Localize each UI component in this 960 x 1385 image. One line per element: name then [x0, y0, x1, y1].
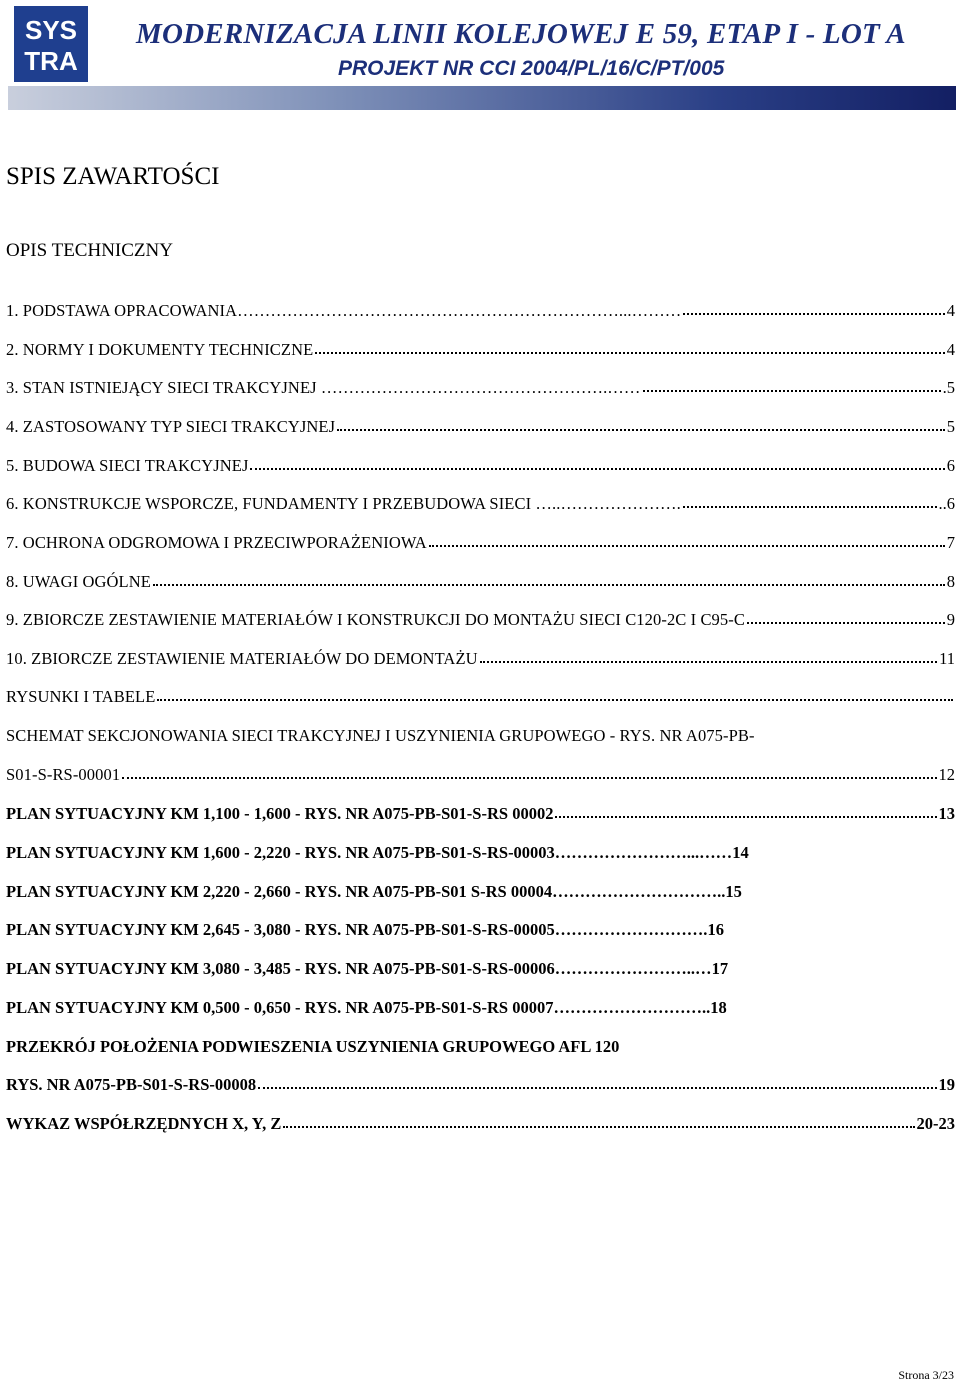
toc-dot-leader [555, 815, 936, 818]
toc-entry-page: 9 [946, 610, 955, 629]
toc-entry[interactable] [6, 1033, 955, 1057]
toc-entry-page: 4 [946, 340, 955, 359]
project-number: PROJEKT NR CCI 2004/PL/16/C/PT/005 [338, 57, 725, 80]
toc-entry-label: SCHEMAT SEKCJONOWANIA SIECI TRAKCYJNEJ I USZYNIENIA GRUPOWEGO - RYS. NR A075-PB- [6, 726, 755, 745]
toc-entry-label: 7. OCHRONA ODGROMOWA I PRZECIWPORAŻENIOWA [6, 533, 427, 552]
toc-entry-label: RYSUNKI I TABELE [6, 687, 156, 706]
toc-entry-page: 5 [946, 417, 955, 436]
toc-entry-page: 13 [938, 804, 955, 823]
toc-entry-page: ..6 [938, 494, 955, 513]
toc-entry-page: 18 [710, 998, 727, 1017]
toc-entry-label: 1. PODSTAWA OPRACOWANIA……………………………………………………………...……… [6, 301, 682, 320]
toc-dot-leader [258, 1086, 936, 1089]
page-number: Strona 3/23 [898, 1368, 954, 1382]
toc-dot-leader [153, 583, 945, 586]
toc-entry[interactable] [6, 413, 955, 437]
toc-entry-label: 2. NORMY I DOKUMENTY TECHNICZNE [6, 340, 314, 359]
toc-entry-page: 17 [711, 959, 729, 978]
toc-entry-label: RYS. NR A075-PB-S01-S-RS-00008 [6, 1075, 257, 1094]
toc-entry-label: 5. BUDOWA SIECI TRAKCYJNEJ [6, 456, 249, 475]
toc-entry-label: PLAN SYTUACYJNY KM 1,100 - 1,600 - RYS. NR A075-PB-S01-S-RS 00002 [6, 804, 554, 823]
toc-entry-label: PRZEKRÓJ POŁOŻENIA PODWIESZENIA USZYNIENIA GRUPOWEGO AFL 120 [6, 1037, 620, 1056]
toc-entry[interactable] [6, 1071, 955, 1095]
toc-entry[interactable] [6, 529, 955, 553]
svg-text:TRA: TRA [24, 46, 78, 76]
toc-entry-label: S01-S-RS-00001 [6, 765, 121, 784]
toc-dot-leader [683, 505, 937, 508]
toc-entry-page: 7 [946, 533, 955, 552]
toc-entry-label: 3. STAN ISTNIEJĄCY SIECI TRAKCYJNEJ …………………………………………….…… [6, 378, 641, 397]
toc-entry[interactable] [6, 606, 955, 630]
toc-entry-page: 6 [946, 456, 955, 475]
header-gradient-bar [8, 86, 956, 110]
toc-entry[interactable] [6, 955, 955, 979]
toc-entry[interactable] [6, 916, 955, 940]
toc-entry[interactable] [6, 374, 955, 398]
page-header [0, 0, 960, 112]
toc-entry-page: .5 [942, 378, 955, 397]
toc-dot-leader [747, 621, 945, 624]
toc-entry-page: 14 [732, 843, 749, 862]
toc-dot-leader [337, 428, 945, 431]
toc-entry-label: PLAN SYTUACYJNY KM 0,500 - 0,650 - RYS. NR A075-PB-S01-S-RS 00007……………………….. [6, 998, 711, 1017]
toc-dot-leader [157, 698, 953, 701]
toc-entry[interactable] [6, 568, 955, 592]
toc-entry[interactable] [6, 683, 955, 707]
toc-entry-label: 10. ZBIORCZE ZESTAWIENIE MATERIAŁÓW DO DEMONTAŻU [6, 649, 478, 668]
toc-entry-page: 8 [946, 572, 955, 591]
toc-dot-leader [283, 1125, 914, 1128]
toc-entry-label: 8. UWAGI OGÓLNE [6, 572, 151, 591]
document-title: SPIS ZAWARTOŚCI [6, 163, 220, 190]
toc-entry[interactable] [6, 839, 955, 863]
toc-entry-page: 12 [938, 765, 955, 784]
toc-entry[interactable] [6, 645, 955, 669]
toc-entry[interactable] [6, 722, 955, 746]
toc-entry-page: 11 [939, 649, 955, 668]
toc-dot-leader [643, 389, 941, 392]
toc-entry-label: 6. KONSTRUKCJE WSPORCZE, FUNDAMENTY I PRZEBUDOWA SIECI …..…………………. [6, 494, 681, 513]
section-title: OPIS TECHNICZNY [6, 240, 173, 261]
toc-entry[interactable] [6, 878, 955, 902]
toc-dot-leader [683, 312, 944, 315]
toc-entry-page: 15 [725, 882, 742, 901]
toc-dot-leader [122, 776, 936, 779]
toc-entry-label: PLAN SYTUACYJNY KM 1,600 - 2,220 - RYS. NR A075-PB-S01-S-RS-00003……………………...…… [6, 843, 733, 862]
toc-entry-label: PLAN SYTUACYJNY KM 3,080 - 3,485 - RYS. NR A075-PB-S01-S-RS-00006……………………..… [6, 959, 712, 978]
toc-dot-leader [429, 544, 945, 547]
toc-entry[interactable] [6, 800, 955, 824]
toc-entry-label: PLAN SYTUACYJNY KM 2,645 - 3,080 - RYS. NR A075-PB-S01-S-RS-00005………………………. [6, 920, 708, 939]
svg-text:SYS: SYS [24, 15, 78, 45]
toc-entry-label: PLAN SYTUACYJNY KM 2,220 - 2,660 - RYS. NR A075-PB-S01 S-RS 00004………………………….. [6, 882, 726, 901]
toc-entry[interactable] [6, 994, 955, 1018]
toc-entry[interactable] [6, 761, 955, 785]
toc-dot-leader [480, 660, 937, 663]
toc-entry-label: 9. ZBIORCZE ZESTAWIENIE MATERIAŁÓW I KONSTRUKCJI DO MONTAŻU SIECI C120-2C I C95-C [6, 610, 745, 629]
toc-entry-label: WYKAZ WSPÓŁRZĘDNYCH X, Y, Z [6, 1114, 282, 1133]
systra-logo [14, 6, 88, 82]
toc-entry[interactable] [6, 1110, 955, 1134]
toc-dot-leader [250, 467, 944, 470]
toc-dot-leader [315, 351, 944, 354]
toc-entry[interactable] [6, 452, 955, 476]
toc-entry[interactable] [6, 297, 955, 321]
toc-entry[interactable] [6, 336, 955, 360]
toc-entry-label: 4. ZASTOSOWANY TYP SIECI TRAKCYJNEJ [6, 417, 336, 436]
toc-entry-page: 19 [938, 1075, 955, 1094]
toc-entry[interactable] [6, 490, 955, 514]
toc-entry-page: 20-23 [916, 1114, 955, 1133]
project-title: MODERNIZACJA LINII KOLEJOWEJ E 59, ETAP I - LOT A [136, 18, 906, 50]
toc-entry-page: 4 [946, 301, 955, 320]
toc-entry-page: 16 [707, 920, 724, 939]
